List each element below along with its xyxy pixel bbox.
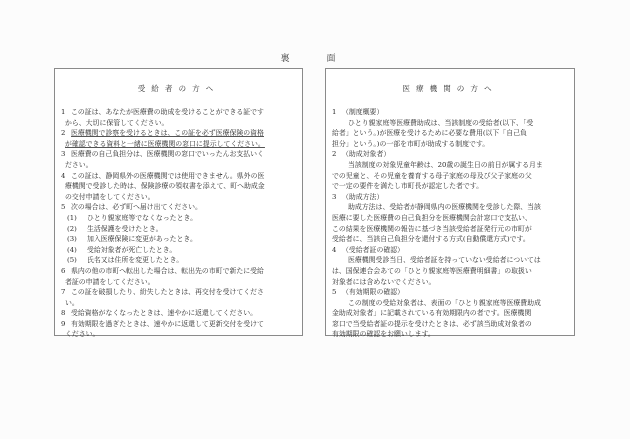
section-3: 3 （助成方法） 助成方法は、受給者が静岡県内の医療機関を受診した際、当該 医療に要した医療費の自己負担分を医療機関会計窓口で支払い、 この結果を医療機関の報告に基づき当該受給者証発行元の市町が 受給者に、当該自己負担分を還付する方式(自動償還方式)です。 [332,192,541,244]
section-heading: （助成方法） [342,192,384,201]
medical-institution-notice-box [325,68,575,339]
notice-item-2: 2 医療機関で診察を受けるときは、この証を必ず医療保険の資格 が確認できる資料と一緒に医療機関の窓口に提示してください。 [61,129,265,148]
section-5: 5 （有効期限の確認） この制度の受給対象者は、表面の「ひとり親家庭等医療費助成 金助成対象者」に記載されている有効期限内の者です。医療機関 窓口で当受給者証の提示を受けたときは、必ず該当助成対象者の 有効期限の確認をお願いします。 [332,288,541,339]
recipient-notice-title: 受給者の方へ [137,84,220,93]
notice-item-5: 5 次の場合は、必ず町へ届け出てください。 (1) ひとり親家庭等でなくなったとき。 (2) 生活保護を受けたとき。 (3) 加入医療保険に変更があったとき。 (4) 受給対象者が死亡したとき。 (5) 氏名又は住所を変更したとき。 [61,202,296,266]
notice-sub-item: (2) 生活保護を受けたとき。 [67,224,163,233]
section-2: 2 （助成対象者） 当該制度の対象児童年齢は、20歳の誕生日の前日が属する月ま での児童と、その児童を養育する母子家庭の母及び父子家庭の父 で一定の要件を満たし市町長が認定した者です。 [332,150,543,191]
notice-item-4: 4 この証は、静岡県外の医療機関では使用できません。県外の医 療機関で受診した時は、保険診療の領収書を添えて、町へ助成金 の交付申請をしてください。 [61,171,265,201]
notice-sub-item: (4) 受給対象者が死亡したとき。 [67,245,177,254]
section-heading: （有効期限の確認） [342,288,405,297]
medical-institution-notice-title: 医療機関の方へ [402,84,498,93]
notice-sub-item: (1) ひとり親家庭等でなくなったとき。 [67,213,197,222]
notice-item-3: 3 医療費の自己負担分は、医療機関の窓口でいったんお支払いく ださい。 [61,150,264,169]
section-1: 1 （制度概要） ひとり親家庭等医療費助成は、当該制度の受給者(以下、「受 給者」という。)が医療を受けるために必要な費用(以下「自己負 担分」という。)の一部を市町が助成する制度です。 [332,108,534,148]
section-4: 4 （受給者証の確認） 医療機関受診当日、受給者証を持っていない受給者については は、国保連合会あての「ひとり親家庭等医療費明細書」の取扱い 対象者には含めないでください。 [332,245,541,286]
section-heading: （助成対象者） [342,150,391,159]
notice-item-6: 6 県内の他の市町へ転出した場合は、転出先の市町で新たに受給 者証の申請をしてください。 [61,266,264,286]
notice-sub-item: (3) 加入医療保険に変更があったとき。 [67,235,197,244]
notice-item-9: 9 有効期限を過ぎたときは、速やかに返還して更新交付を受けて ください。 [61,319,264,339]
notice-sub-item: (5) 氏名又は住所を変更したとき。 [67,256,184,265]
recipient-notice-box [54,68,303,339]
section-heading: （受給者証の確認） [342,245,405,254]
page-title: 裏 面 [280,54,350,64]
notice-item-7: 7 この証を破損したり、紛失したときは、再交付を受けてくださ い。 [61,288,264,307]
notice-item-1: 1 この証は、あなたが医療費の助成を受けることができる証です から、大切に保管してください。 [61,108,264,127]
section-heading: （制度概要） [342,108,384,116]
notice-item-8: 8 受給資格がなくなったときは、速やかに返還してください。 [61,309,258,318]
